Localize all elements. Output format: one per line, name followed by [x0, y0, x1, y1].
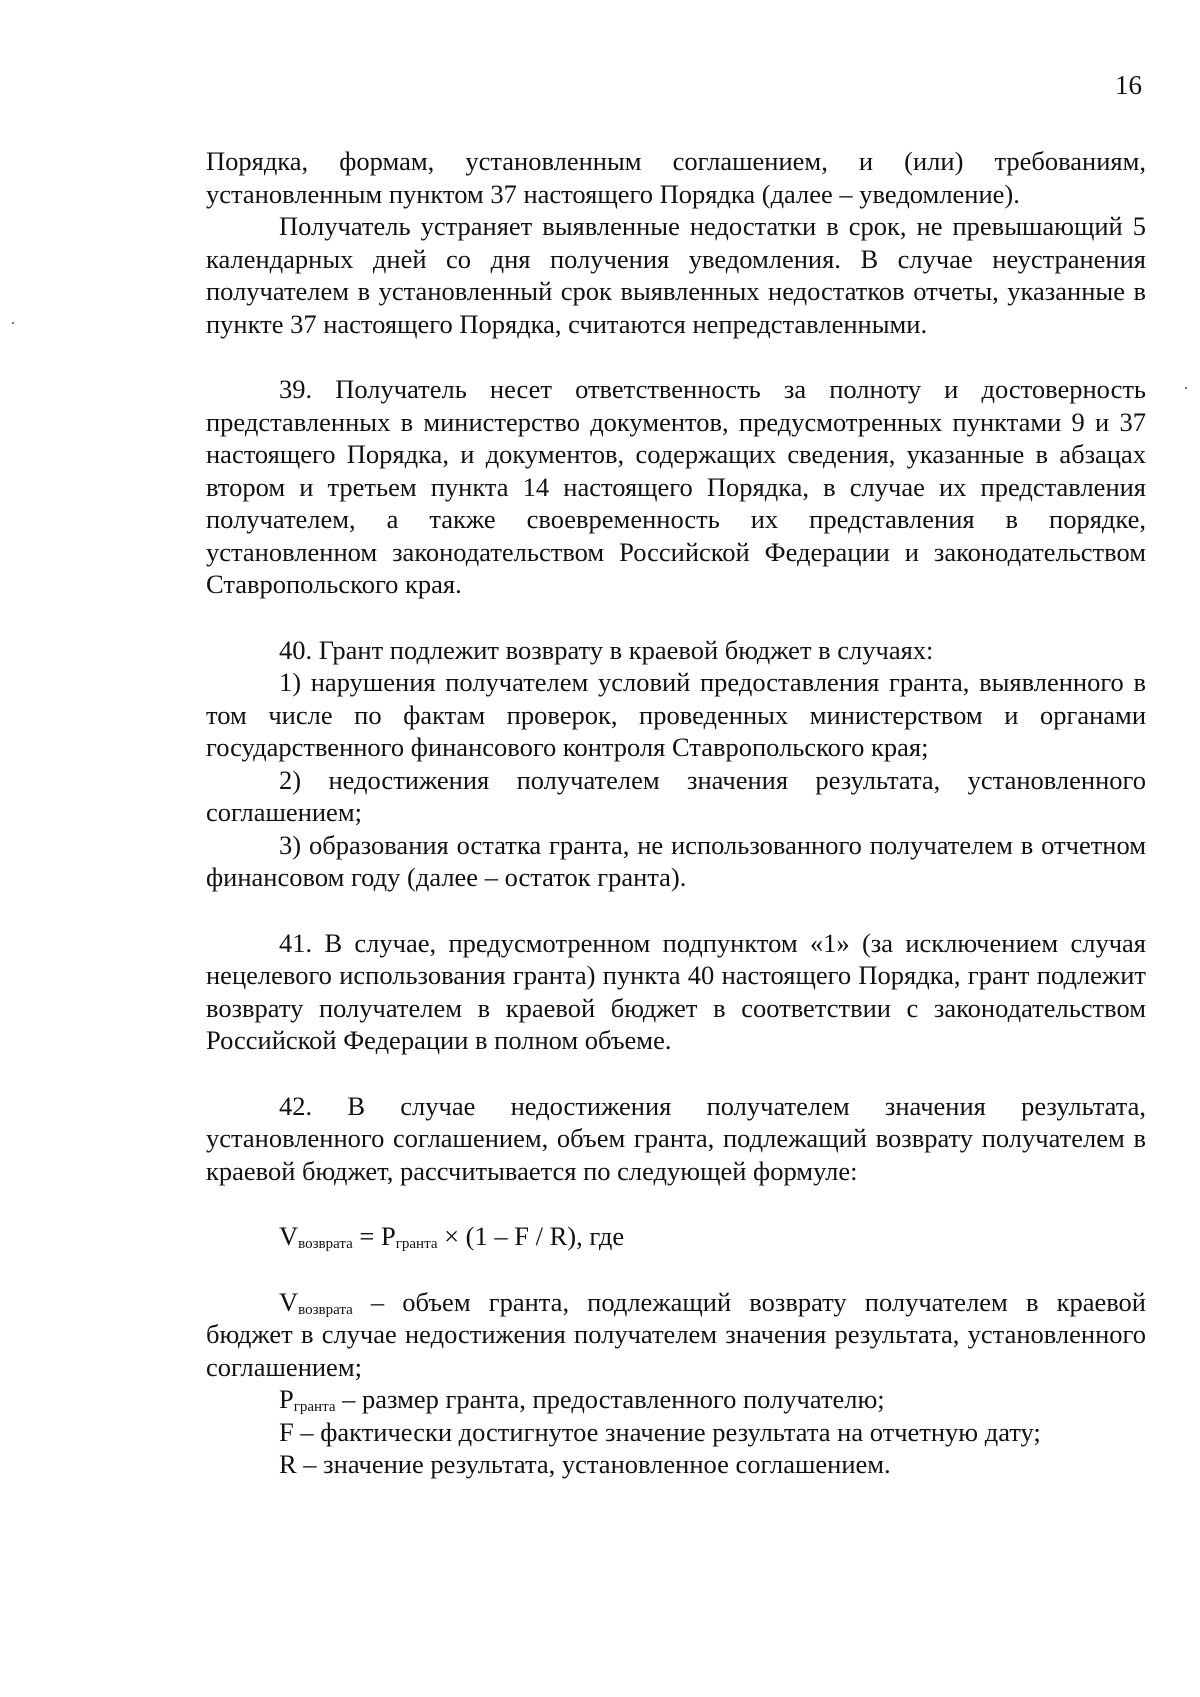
definition-v-symbol: V: [279, 1286, 299, 1317]
paragraph-continuation: Порядка, формам, установленным соглашением, и (или) требованиям, установленным пунктом 37 настоящего Порядка (далее – уведомление).: [206, 146, 1146, 209]
formula-v: V: [279, 1221, 299, 1251]
formula-v-sub: возврата: [298, 1236, 353, 1252]
formula-rest: × (1 – F / R), где: [437, 1221, 625, 1251]
paragraph-40: 40. Грант подлежит возврату в краевой бюджет в случаях:: [279, 634, 934, 665]
paragraph-39: 39. Получатель несет ответственность за полноту и достоверность представленных в министерство документов, предусмотренных пунктами 9 и 37 настоящего Порядка, и документов, содержащих сведения, указанные в абзацах втором и третьем пункта 14 настоящего Порядка, в случае их представления получателем, а также своевременность их представления в порядке, установленном законодательством Российской Федерации и законодательством Ставропольского края.: [206, 374, 1146, 599]
paragraph-42: 42. В случае недостижения получателем значения результата, установленного соглашением, объем гранта, подлежащий возврату получателем в краевой бюджет, рассчитывается по следующей формуле:: [206, 1090, 1146, 1186]
formula-eq: =: [352, 1221, 381, 1251]
page-number: 16: [1115, 70, 1142, 100]
paragraph-40-item-1: 1) нарушения получателем условий предоставления гранта, выявленного в том числе по фактам проверок, проведенных министерством и органами государственного финансового контроля Ставропольского края;: [206, 667, 1146, 762]
scan-speck: [1185, 387, 1187, 389]
definition-v: [206, 1286, 1146, 1384]
definition-r: R – значение результата, установленное соглашением.: [279, 1449, 891, 1479]
paragraph-40-item-2: 2) недостижения получателем значения результата, установленного соглашением;: [206, 764, 1146, 827]
scan-speck: [12, 322, 14, 324]
definition-p: [206, 1383, 1146, 1416]
formula-p: P: [381, 1221, 396, 1251]
definition-v-sub: возврата: [298, 1301, 353, 1318]
definition-p-symbol: P: [279, 1384, 294, 1414]
definition-p-sub: гранта: [293, 1399, 336, 1415]
paragraph-40-item-3: 3) образования остатка гранта, не использованного получателем в отчетном финансовом году (далее – остаток гранта).: [206, 829, 1146, 892]
definition-p-text: – размер гранта, предоставленного получателю;: [335, 1384, 885, 1414]
document-body: [206, 145, 1146, 1481]
formula-p-sub: гранта: [395, 1236, 438, 1252]
return-formula: [206, 1220, 1146, 1253]
paragraph-41: 41. В случае, предусмотренном подпунктом «1» (за исключением случая нецелевого использования гранта) пункта 40 настоящего Порядка, грант подлежит возврату получателем в краевой бюджет в соответствии с законодательством Российской Федерации в полном объеме.: [206, 927, 1146, 1055]
paragraph-recipient-fix: Получатель устраняет выявленные недостатки в срок, не превышающий 5 календарных дней со дня получения уведомления. В случае неустранения получателем в установленный срок выявленных недостатков отчеты, указанные в пункте 37 настоящего Порядка, считаются непредставленными.: [206, 211, 1146, 339]
definition-f: F – фактически достигнутое значение результата на отчетную дату;: [279, 1416, 1041, 1447]
definition-v-text: – объем гранта, подлежащий возврату получателем в краевой бюджет в случае недостижения получателем значения результата, установленного соглашением;: [206, 1286, 1146, 1382]
